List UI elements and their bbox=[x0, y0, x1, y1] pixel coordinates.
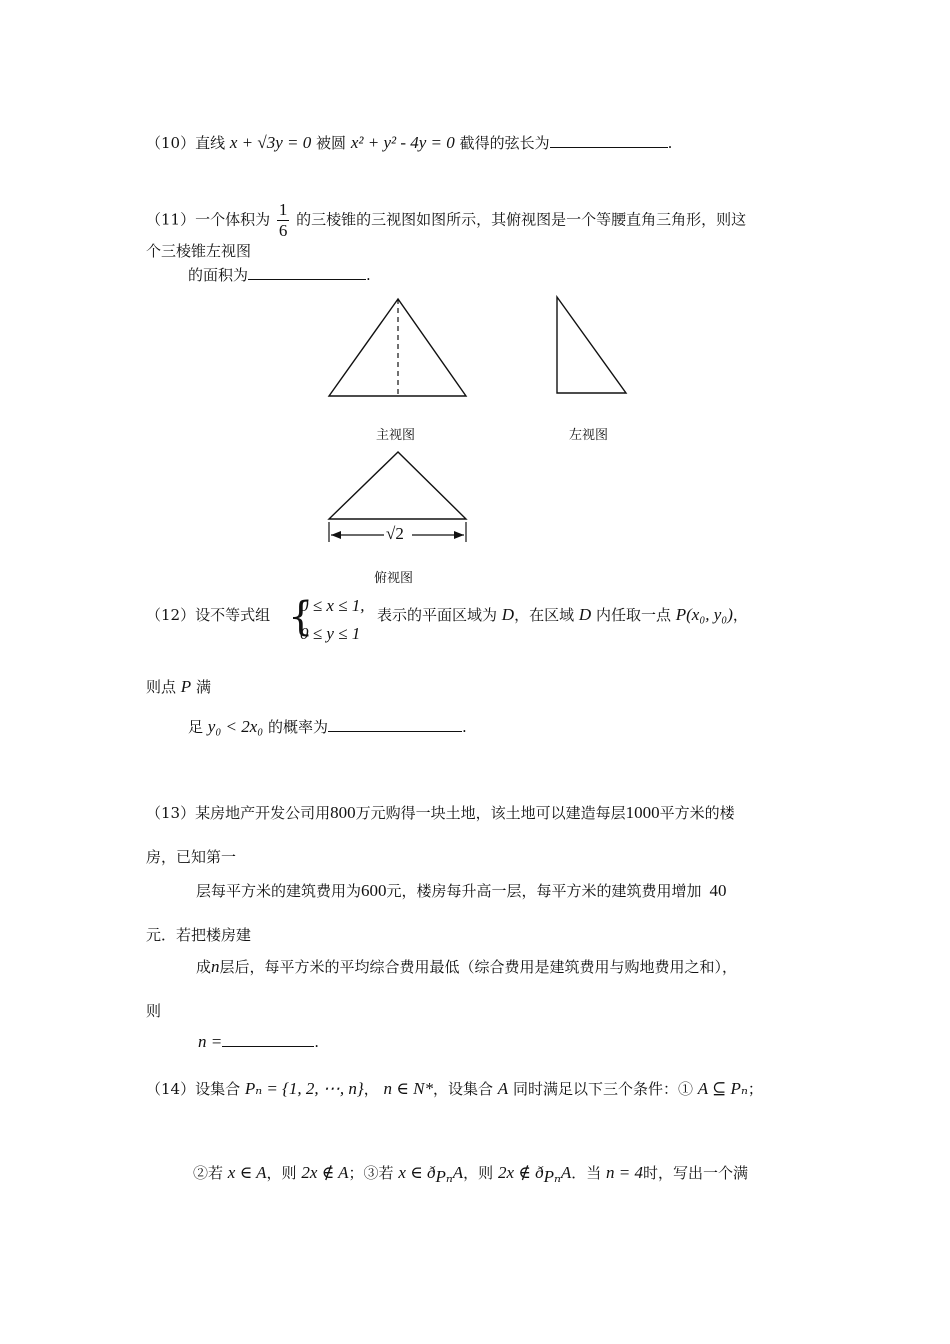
q11-text-3: 的面积为 bbox=[188, 266, 249, 284]
q13-line-1 bbox=[146, 802, 735, 823]
q14-condition-2b: 2x ∉ A bbox=[301, 1163, 349, 1182]
q12-answer-blank[interactable] bbox=[328, 717, 462, 732]
q13-line-5 bbox=[196, 956, 737, 977]
q10-text-1: 直线 bbox=[195, 134, 226, 152]
q14-number: （14） bbox=[146, 1080, 196, 1098]
q14-semicolon: ； bbox=[747, 1080, 763, 1098]
q11-end: . bbox=[366, 266, 371, 284]
q13-value-800: 800 bbox=[330, 803, 356, 822]
q12-brace: { bbox=[288, 594, 314, 640]
q13-text-2: 万元购得一块土地，该土地可以建造每层 bbox=[355, 804, 626, 822]
q12-line-2 bbox=[146, 676, 211, 697]
q10-circle-equation: x² + y² - 4y = 0 bbox=[350, 133, 455, 152]
q14-text-6: ；③若 bbox=[348, 1164, 394, 1182]
q14-text-7: ，则 bbox=[463, 1164, 494, 1182]
q10-number: （10） bbox=[146, 134, 196, 152]
q13-line-3 bbox=[196, 880, 727, 901]
q14-set-A: A bbox=[497, 1079, 509, 1098]
q11-text-1: 一个体积为 bbox=[195, 210, 271, 229]
q14-line-2 bbox=[193, 1162, 748, 1187]
q14-text-4: ②若 bbox=[193, 1164, 224, 1182]
q13-text-6: 成 bbox=[196, 958, 212, 976]
q13-n: n bbox=[211, 957, 220, 976]
q12-text-7: 满 bbox=[195, 678, 211, 696]
q12-text-9: 的概率为 bbox=[267, 718, 328, 736]
q14-line-1 bbox=[146, 1078, 763, 1099]
q11-number: （11） bbox=[146, 210, 196, 229]
q13-n-equals: n = bbox=[198, 1032, 223, 1051]
q13-line-2: 房，已知第一 bbox=[146, 848, 237, 866]
q12-condition: y₀ < 2x₀ bbox=[207, 717, 264, 736]
q13-line-4: 元．若把楼房建 bbox=[146, 926, 252, 944]
q13-text-4: 层每平方米的建筑费用为 bbox=[196, 882, 362, 900]
q12-end: . bbox=[461, 718, 467, 736]
q13-value-600: 600 bbox=[361, 881, 387, 900]
q14-condition-1: A ⊆ Pₙ bbox=[697, 1079, 748, 1098]
q13-text-7: 层后，每平方米的平均综合费用最低（综合费用是建筑费用与购地费用之和）， bbox=[219, 958, 738, 976]
q12-region-D-2: D bbox=[578, 605, 592, 624]
left-view-triangle bbox=[557, 297, 626, 393]
top-view-triangle bbox=[329, 452, 466, 519]
q14-n-in-N: n ∈ N* bbox=[383, 1079, 433, 1098]
top-view-dimension-label: √2 bbox=[386, 524, 404, 543]
q14-condition-3b-sub: Pₙ bbox=[543, 1167, 561, 1186]
front-view-triangle bbox=[329, 299, 466, 396]
q13-text-3: 平方米的楼 bbox=[659, 804, 735, 822]
q13-value-1000: 1000 bbox=[625, 803, 660, 822]
q12-region-D-1: D bbox=[501, 605, 515, 624]
left-view-caption: 左视图 bbox=[569, 428, 609, 443]
q12-text-4: 内任取一点 bbox=[595, 606, 671, 624]
q11-text-2: 的三棱锥的三视图如图所示，其俯视图是一个等腰直角三角形，则这 bbox=[296, 210, 747, 229]
q14-condition-2a: x ∈ A bbox=[227, 1163, 267, 1182]
q14-condition-3b: 2x ∉ ð bbox=[497, 1163, 544, 1182]
q14-condition-3a-sub: Pₙ bbox=[435, 1167, 453, 1186]
q12-line-3 bbox=[188, 716, 467, 737]
q12-inequality-1: 0 ≤ x ≤ 1, bbox=[300, 596, 365, 615]
q13-line-6: 则 bbox=[146, 1002, 162, 1020]
q14-n-equals-4: n = 4 bbox=[606, 1163, 644, 1182]
q10-text-3: 截得的弦长为 bbox=[459, 134, 550, 152]
q13-text-5: 元，楼房每升高一层，每平方米的建筑费用增加 bbox=[386, 882, 702, 900]
q12-number-text bbox=[146, 604, 270, 625]
q10-end: . bbox=[667, 134, 673, 152]
q14-text-2: ，设集合 bbox=[432, 1080, 493, 1098]
q14-condition-3a: x ∈ ð bbox=[398, 1163, 436, 1182]
q12-text-2: 表示的平面区域为 bbox=[377, 606, 498, 624]
q12-text-5: ， bbox=[732, 606, 748, 624]
q12-text-6: 则点 bbox=[146, 678, 177, 696]
q12-number: （12） bbox=[146, 606, 196, 624]
q14-condition-3b-A: A bbox=[560, 1163, 572, 1182]
q14-text-8: ．当 bbox=[571, 1164, 602, 1182]
q14-text-9: 时，写出一个满 bbox=[643, 1164, 749, 1182]
q12-inequality-2: 0 ≤ y ≤ 1 bbox=[300, 624, 361, 643]
q13-line-7 bbox=[198, 1032, 319, 1052]
q14-text-1: 设集合 bbox=[195, 1080, 241, 1098]
q14-condition-3a-A: A bbox=[452, 1163, 464, 1182]
q10-line-equation: x + √3y = 0 bbox=[229, 133, 312, 152]
q14-set-Pn: Pₙ = {1, 2, ⋯, n} bbox=[244, 1079, 364, 1098]
q14-text-3: 同时满足以下三个条件：① bbox=[512, 1080, 693, 1098]
q13-value-40: 40 bbox=[709, 881, 727, 900]
q12-point: P(x₀, y₀) bbox=[675, 605, 733, 624]
q13-answer-blank[interactable] bbox=[222, 1032, 314, 1047]
q12-text-3: ，在区域 bbox=[514, 606, 575, 624]
top-view-caption: 俯视图 bbox=[374, 571, 414, 586]
q12-point-P: P bbox=[180, 677, 192, 696]
q12-line-1-rest bbox=[377, 604, 748, 625]
q11-line-2: 个三棱锥左视图 bbox=[146, 242, 252, 260]
q11-fraction-numerator: 1 bbox=[278, 200, 288, 219]
front-view-caption: 主视图 bbox=[376, 428, 416, 443]
q11-fraction-denominator: 6 bbox=[278, 221, 288, 240]
q12-text-8: 足 bbox=[188, 718, 204, 736]
q13-number: （13） bbox=[146, 804, 196, 822]
q10-text-2: 被圆 bbox=[316, 134, 347, 152]
q13-end: . bbox=[314, 1033, 320, 1051]
q13-text-1: 某房地产开发公司用 bbox=[195, 804, 331, 822]
q14-comma: ， bbox=[363, 1080, 379, 1098]
q12-text-1: 设不等式组 bbox=[195, 606, 271, 624]
q14-text-5: ，则 bbox=[266, 1164, 297, 1182]
